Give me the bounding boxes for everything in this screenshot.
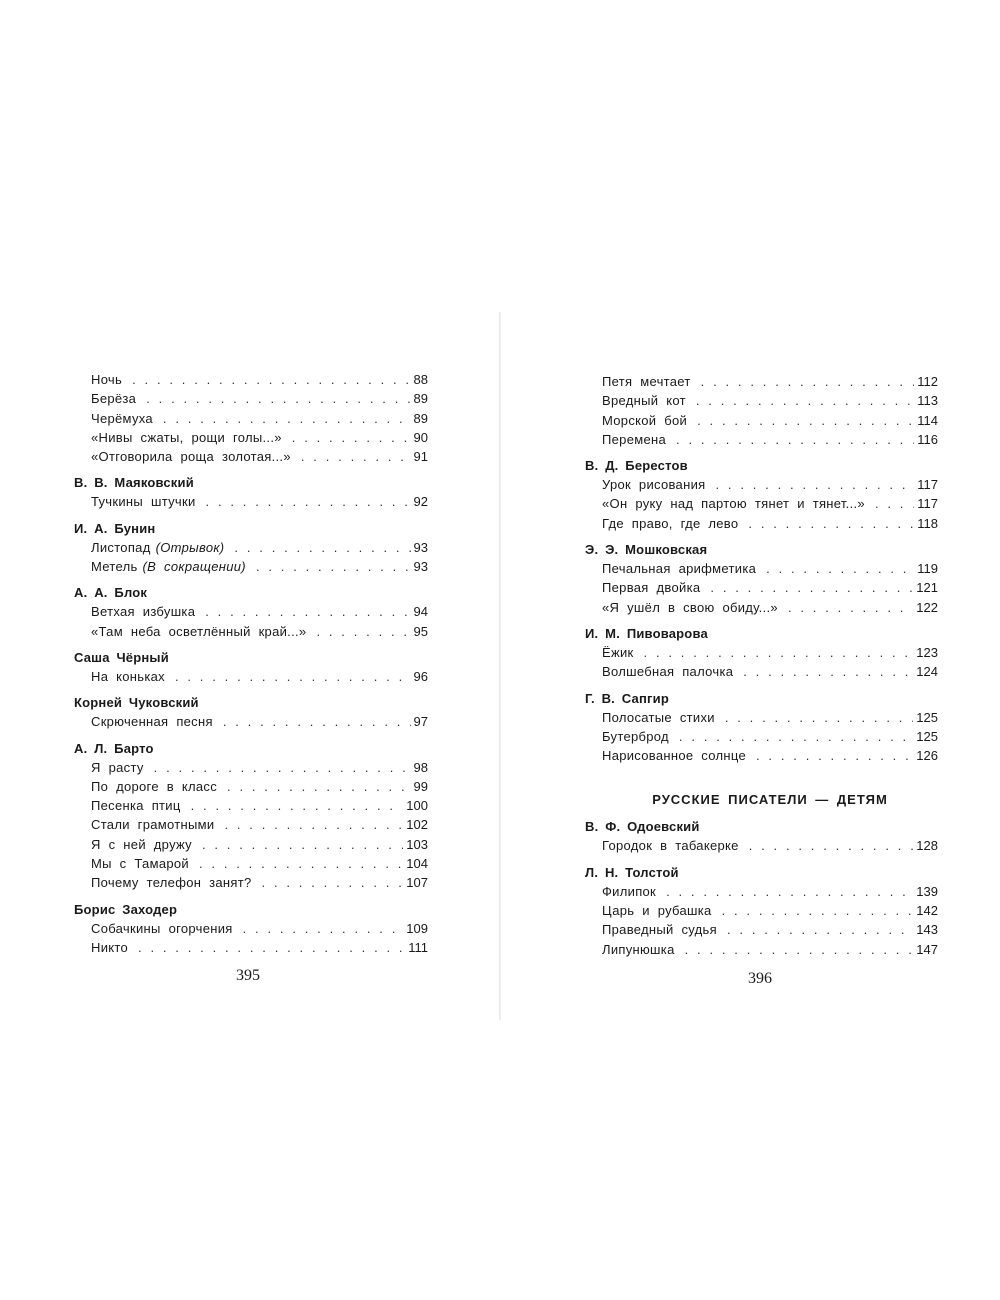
toc-author-block — [585, 449, 938, 533]
dot-leader — [679, 727, 913, 746]
section-heading: РУССКИЕ ПИСАТЕЛИ — ДЕТЯМ — [652, 792, 888, 808]
toc-entry — [74, 409, 428, 428]
entry-title: Ночь — [91, 372, 123, 387]
entry-title: Скрюченная песня — [91, 714, 213, 730]
entry-title: Праведный судья — [602, 922, 717, 938]
toc-entry — [74, 854, 428, 873]
author-name: Л. Н. Толстой — [585, 864, 679, 880]
author-name: В. Ф. Одоевский — [585, 819, 700, 835]
dot-leader — [191, 796, 404, 815]
entry-title: По дороге в класс — [91, 778, 218, 794]
entry-title: Я расту — [91, 759, 144, 775]
toc-entry — [74, 919, 428, 938]
toc-entry — [585, 746, 938, 765]
dot-leader — [202, 835, 403, 854]
entry-title: «Я ушёл в свою обиду...» — [602, 599, 778, 615]
author-name: В. Д. Берестов — [585, 458, 688, 474]
entry-title: Морской бой — [602, 412, 688, 428]
dot-leader — [727, 920, 913, 939]
toc-entry — [74, 389, 428, 408]
entry-title: Берёза — [91, 391, 137, 407]
block-spacer — [585, 856, 938, 863]
toc-entry — [585, 598, 938, 617]
page-number: 396 — [748, 970, 772, 987]
dot-leader — [676, 430, 914, 449]
toc-author-block — [585, 856, 938, 959]
toc-entry — [585, 643, 938, 662]
toc-author-block — [74, 686, 428, 731]
entry-title: Никто — [91, 939, 129, 955]
dot-leader — [138, 938, 405, 957]
block-spacer — [585, 449, 938, 456]
toc-author-block — [585, 817, 938, 855]
entry-title: Первая двойка — [602, 580, 701, 596]
toc-entry — [74, 492, 428, 511]
block-spacer — [74, 512, 428, 519]
entry-page-number: 88 — [413, 372, 428, 387]
entry-title: Царь и рубашка — [602, 903, 712, 919]
entry-title: «Отговорила роща золотая...» — [91, 449, 291, 465]
toc-entry — [74, 777, 428, 796]
entry-title: Где право, где лево — [602, 515, 739, 531]
toc-entry — [74, 873, 428, 892]
dot-leader — [223, 712, 411, 731]
author-name: И. А. Бунин — [74, 520, 156, 536]
entry-page-number: 147 — [916, 941, 938, 957]
dot-leader — [234, 538, 410, 557]
block-spacer — [74, 893, 428, 900]
toc-entry — [74, 835, 428, 854]
dot-leader — [175, 667, 411, 686]
table-of-contents-left — [74, 370, 428, 957]
dot-leader — [722, 901, 914, 920]
author-name: В. В. Маяковский — [74, 475, 194, 491]
toc-entry — [585, 708, 938, 727]
dot-leader — [224, 815, 403, 834]
entry-page-number: 111 — [408, 939, 428, 955]
dot-leader — [743, 662, 913, 681]
toc-entry — [74, 447, 428, 466]
dot-leader — [146, 389, 410, 408]
entry-title: Урок рисования — [602, 477, 706, 493]
entry-page-number: 128 — [916, 838, 938, 854]
entry-page-number: 124 — [916, 664, 938, 680]
toc-author-block — [74, 893, 428, 958]
dot-leader — [301, 447, 411, 466]
dot-leader — [205, 602, 410, 621]
toc-author-block — [585, 533, 938, 617]
entry-title: Собачкины огорчения — [91, 920, 233, 936]
entry-title: Мы с Тамарой — [91, 856, 189, 872]
toc-entry — [585, 514, 938, 533]
entry-page-number: 117 — [917, 477, 938, 493]
entry-note: (В сокращении) — [142, 559, 246, 575]
entry-title: Бутерброд — [602, 728, 669, 744]
toc-entry — [585, 391, 938, 410]
toc-entry — [585, 430, 938, 449]
dot-leader — [715, 475, 914, 494]
entry-title: Я с ней дружу — [91, 836, 192, 852]
entry-page-number: 91 — [413, 449, 428, 465]
dot-leader — [256, 557, 411, 576]
dot-leader — [749, 836, 914, 855]
entry-title: «Он руку над партою тянет и тянет...» — [602, 496, 865, 512]
author-name: Э. Э. Мошковская — [585, 542, 708, 558]
entry-page-number: 103 — [406, 836, 428, 852]
entry-page-number: 114 — [917, 412, 938, 428]
toc-author-block — [74, 576, 428, 641]
author-name: Корней Чуковский — [74, 695, 199, 711]
entry-title: Волшебная палочка — [602, 664, 734, 680]
table-of-contents-right — [585, 372, 938, 959]
entry-page-number: 143 — [916, 922, 938, 938]
toc-entry — [74, 758, 428, 777]
dot-leader — [748, 514, 914, 533]
dot-leader — [696, 391, 914, 410]
toc-entry — [74, 602, 428, 621]
toc-entry — [585, 836, 938, 855]
dot-leader — [766, 559, 914, 578]
toc-entry — [585, 494, 938, 513]
toc-entry — [585, 411, 938, 430]
entry-page-number: 100 — [406, 798, 428, 814]
entry-title: Метель — [91, 559, 138, 575]
entry-title: Ёжик — [602, 644, 634, 660]
toc-author-block — [74, 512, 428, 577]
dot-leader — [132, 370, 410, 389]
entry-page-number: 113 — [917, 393, 938, 409]
block-spacer — [585, 533, 938, 540]
entry-note: (Отрывок) — [155, 539, 225, 555]
dot-leader — [644, 643, 914, 662]
entry-title: «Нивы сжаты, рощи голы...» — [91, 429, 282, 445]
entry-title: Филипок — [602, 883, 657, 899]
author-name: А. Л. Барто — [74, 740, 154, 756]
entry-page-number: 123 — [916, 644, 938, 660]
toc-entry — [585, 940, 938, 959]
entry-page-number: 104 — [406, 856, 428, 872]
entry-page-number: 119 — [917, 561, 938, 577]
dot-leader — [788, 598, 913, 617]
entry-title: На коньках — [91, 668, 165, 684]
toc-author-block — [585, 682, 938, 766]
block-spacer — [585, 617, 938, 624]
page-number: 395 — [236, 967, 260, 984]
dot-leader — [756, 746, 913, 765]
dot-leader — [875, 494, 914, 513]
entry-page-number: 125 — [916, 728, 938, 744]
entry-title: Черёмуха — [91, 410, 153, 426]
entry-page-number: 117 — [917, 496, 938, 512]
entry-title: Песенка птиц — [91, 798, 181, 814]
dot-leader — [292, 428, 411, 447]
entry-title: Нарисованное солнце — [602, 748, 746, 764]
toc-entry — [585, 578, 938, 597]
entry-page-number: 116 — [917, 431, 938, 447]
entry-title: Стали грамотными — [91, 817, 215, 833]
entry-page-number: 118 — [917, 515, 938, 531]
entry-title: Печальная арифметика — [602, 561, 757, 577]
toc-entry — [74, 538, 428, 557]
toc-author-block — [74, 641, 428, 686]
toc-entry — [585, 727, 938, 746]
toc-entry — [74, 622, 428, 641]
entry-page-number: 89 — [413, 391, 428, 407]
dot-leader — [262, 873, 404, 892]
entry-title: Перемена — [602, 431, 667, 447]
toc-entry — [585, 372, 938, 391]
toc-author-block — [585, 617, 938, 682]
entry-page-number: 122 — [916, 599, 938, 615]
author-name: Борис Заходер — [74, 901, 178, 917]
block-spacer — [74, 686, 428, 693]
entry-page-number: 93 — [413, 539, 428, 555]
entry-page-number: 97 — [413, 714, 428, 730]
toc-author-block — [74, 732, 428, 893]
toc-entry — [74, 428, 428, 447]
entry-page-number: 109 — [406, 920, 428, 936]
entry-title: Листопад — [91, 539, 151, 555]
dot-leader — [710, 578, 913, 597]
entry-page-number: 121 — [916, 580, 938, 596]
entry-title: Городок в табакерке — [602, 838, 739, 854]
toc-entry — [74, 796, 428, 815]
toc-entry — [74, 557, 428, 576]
entry-title: Липунюшка — [602, 941, 675, 957]
entry-page-number: 90 — [413, 429, 428, 445]
entry-page-number: 95 — [413, 623, 428, 639]
dot-leader — [701, 372, 915, 391]
toc-author-block — [585, 372, 938, 449]
block-spacer — [585, 682, 938, 689]
toc-entry — [585, 559, 938, 578]
dot-leader — [685, 940, 914, 959]
toc-entry — [74, 370, 428, 389]
dot-leader — [154, 758, 411, 777]
entry-page-number: 139 — [916, 883, 938, 899]
author-name: И. М. Пивоварова — [585, 625, 708, 641]
entry-page-number: 102 — [406, 817, 428, 833]
entry-title: Ветхая избушка — [91, 604, 196, 620]
toc-entry — [585, 920, 938, 939]
block-spacer — [74, 576, 428, 583]
author-name: А. А. Блок — [74, 585, 148, 601]
toc-author-block — [74, 466, 428, 511]
entry-page-number: 126 — [916, 748, 938, 764]
author-name: Саша Чёрный — [74, 649, 169, 665]
block-spacer — [74, 641, 428, 648]
dot-leader — [227, 777, 411, 796]
entry-page-number: 142 — [916, 903, 938, 919]
entry-page-number: 98 — [413, 759, 428, 775]
block-spacer — [74, 466, 428, 473]
entry-title: Вредный кот — [602, 393, 686, 409]
entry-title: Почему телефон занят? — [91, 875, 252, 891]
toc-entry — [585, 475, 938, 494]
entry-page-number: 107 — [406, 875, 428, 891]
dot-leader — [206, 492, 411, 511]
entry-title: Тучкины штучки — [91, 494, 196, 510]
entry-page-number: 94 — [413, 604, 428, 620]
toc-entry — [74, 667, 428, 686]
entry-page-number: 93 — [413, 559, 428, 575]
toc-entry — [74, 815, 428, 834]
dot-leader — [243, 919, 404, 938]
entry-page-number: 96 — [413, 668, 428, 684]
dot-leader — [697, 411, 914, 430]
entry-title: «Там неба осветлённый край...» — [91, 623, 307, 639]
dot-leader — [163, 409, 411, 428]
toc-entry — [585, 662, 938, 681]
toc-entry — [74, 712, 428, 731]
entry-page-number: 112 — [917, 374, 938, 389]
toc-entry — [585, 882, 938, 901]
toc-entry — [585, 901, 938, 920]
entry-page-number: 125 — [916, 709, 938, 725]
entry-page-number: 92 — [413, 494, 428, 510]
dot-leader — [316, 622, 410, 641]
entry-title: Полосатые стихи — [602, 709, 715, 725]
dot-leader — [199, 854, 403, 873]
block-spacer — [74, 732, 428, 739]
author-name: Г. В. Сапгир — [585, 690, 669, 706]
toc-author-block — [74, 370, 428, 466]
entry-page-number: 99 — [413, 778, 428, 794]
dot-leader — [725, 708, 913, 727]
entry-title: Петя мечтает — [602, 374, 691, 389]
entry-page-number: 89 — [413, 410, 428, 426]
dot-leader — [666, 882, 913, 901]
right-page — [500, 0, 1000, 1300]
toc-entry — [74, 938, 428, 957]
